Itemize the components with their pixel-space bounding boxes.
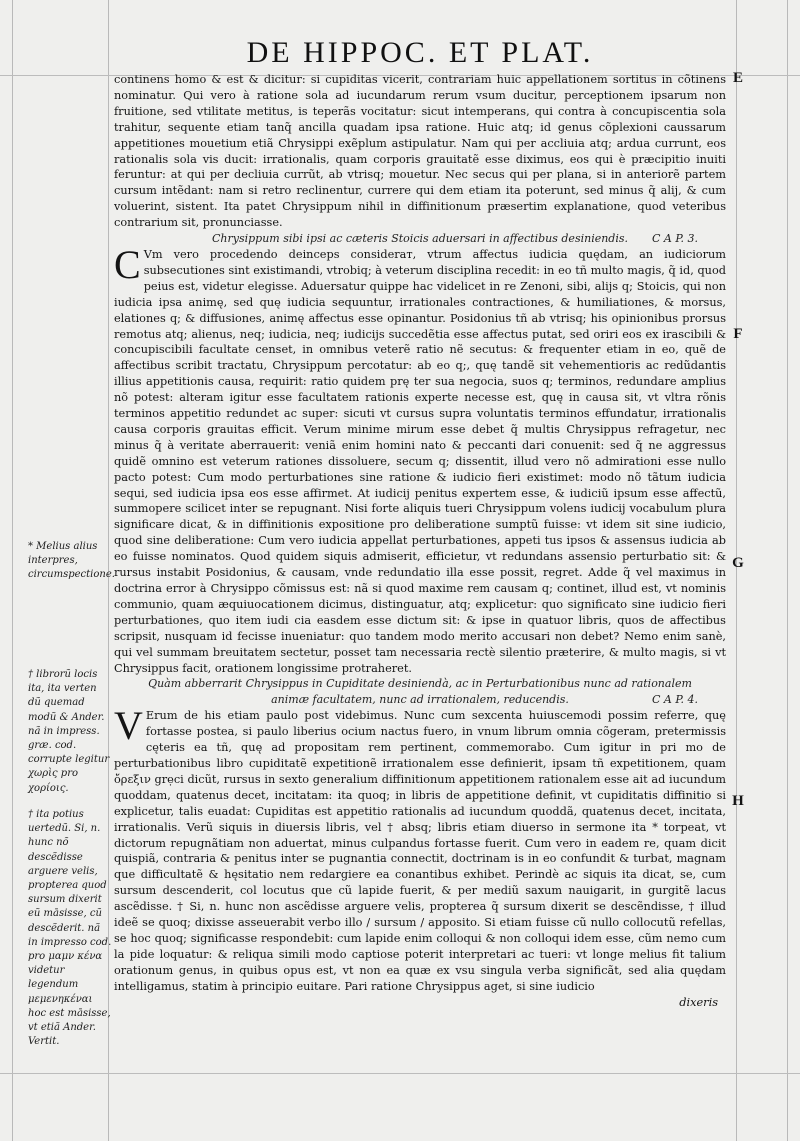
margin-letter-h: H (732, 793, 744, 809)
text-block-1: continens homo & est & dicitur: si cupiditas vicerit, contrariam huic appellationem sortitus in cõtinens nominatur. Qui vero à ratione sola ad iucundarum rerum vsum ducitur, perceptionem ipsarum non fruitione, sed vtilitate metitus, is teperãs vocitatur: sicut intemperans, qui contra à concupiscentia sola trahitur, sequente etiam tanq̃ ancilla quadam ipsa ratione. Huic atq; id genus cõplexioni caussarum appetitiones mouetium etiã Chrysippi exẽplum astipulatur. Nam qui per accliuia atq; ardua currunt, eos rationalis sola vis ducit: irrationalis, quam corporis grauitatẽ esse diximus, eos qui è præcipitio inuiti feruntur: at qui per decliuia currũt, ab vtrisq; mouetur. Nec secus qui per plana, si in anteriorẽ partem cursum intẽdant: nam si retro reclinentur, currere qui dem etiam ita poterunt, sed minus q̃ alij, & cum voluerint, sistent. Ita patet Chrysippum nihil in diffinitionum præsertim explanatione, quod veteribus contrarium sit, pronunciasse. (114, 73, 726, 230)
margin-letter-e: E (732, 70, 743, 86)
chapter-3-number: C A P. 3. (651, 232, 698, 246)
running-header: DE HIPPOC. ET PLAT. (246, 36, 594, 69)
margin-letter-g: G (732, 555, 744, 571)
chapter-4-number: C A P. 4. (651, 693, 698, 707)
main-text-column (114, 72, 726, 1010)
text-block-3 (114, 703, 726, 994)
chapter-4-title-line-1: Quàm abberrarit Chrysippus in Cupiditate desiniendà, ac in Perturbationibus nunc ad rationalem (148, 677, 692, 691)
scan-frame-line-left (12, 0, 13, 1141)
text-block-2 (114, 241, 726, 676)
margin-letter-f: F (733, 326, 743, 342)
drop-cap-c: C (114, 241, 141, 287)
chapter-4-title-line-2: animæ facultatem, nunc ad irrationalem, reducendis. (271, 693, 569, 707)
scan-frame-line-bottom (0, 1073, 800, 1074)
chapter-4-heading (114, 676, 726, 708)
margin-note-2-text: † librorũ locis ita, ita verten dũ quemad modũ & Ander. nã in impress. græ. cod. corrupte legitur χωρὶς pro χορίοις. (28, 669, 110, 794)
margin-note-2 (28, 668, 112, 796)
margin-note-3-text: † ita potius uertedũ. Si, n. hunc nõ descẽdisse arguere velis, propterea quod sursum dixerit eũ māsisse, cũ descẽderit. nã in impresso cod. pro μαμν κένα videtur legendum μεμενηκέναι hoc est māsisse, vt etiã Ander. Vertit. (28, 809, 112, 1048)
margin-note-1-text: * Melius alius interpres, circumspectione. (28, 541, 115, 581)
catchword: dixeris (679, 995, 718, 1009)
drop-cap-v: V (114, 703, 143, 749)
chapter-3-title: Chrysippum sibi ipsi ac cæteris Stoicis aduersari in affectibus desiniendis. (211, 232, 629, 246)
margin-note-1 (28, 540, 115, 583)
text-block-3-body: Erum de his etiam paulo post videbimus. Nunc cum sexcenta huiuscemodi possim referre, quę fortasse postea, si paulo liberius ocium nactus fuero, in vnum librum omnia cõgeram, pretermissis cęteris ea tñ, quę ad propositam rem pertinent, commemorabo. Cum igitur in pri mo de perturbationibus libro cupiditatẽ expetitionẽ irrationalem esse definierit, ipsam tñ expetitionem, quam ὄρεξιν grẹci dicũt, rursus in sexto generalium diffinitionum appetitionem rationalem esse ait ad iucundum quoddam, quatenus decet, incitatam: ita quoq; in libris de appetitione definit, vt cupiditatis diffinitio si explicetur, talis euadat: Cupiditas est appetitio rationalis ad iucundum quoddã, quatenus decet, incitata, irrationalis. Verũ siquis in diuersis libris, vel † absq; libris etiam diuerso in sermone ita * torpeat, vt dictorum repugnãtiam non aduertat, minus culpandus fortasse fuerit. Cum vero in eadem re, quam dicit quispiã, contraria & penitus inter se pugnantia connectit, doctrinam is in eo confundit & turbat, magnam que difficultatẽ & hęsitatio nem redargiere ea conantibus exhibet. Perindè ac siquis ita dicat, se, cum sursum descenderit, col locutus que cũ lapide fuerit, & per mediũ saxum nauigarit, in gurgitẽ lacus ascẽdisse. † Si, n. hunc non ascẽdisse arguere velis, propterea q̃ sursum dixerit se descẽndisse, † illud ideẽ se quoq; dixisse asseuerabit verbo illo / sursum / apposito. Si etiam fuisse cũ nullo collocutũ refellas, se hoc quoq; significasse respondebit: cum lapide enim colloqui & non colloqui idem esse, cũm nemo cum la pide loquatur: & reliqua simili modo captiose poterit interpretari ac tueri: vt longe melius fit talium orationum genus, in quibus opus est, vt non ea quæ ex vsu singula verba significãt, sed alia quędam intelligamus, statim à principio euitare. Pari ratione Chrysippus aget, si sine iudicio (114, 709, 726, 993)
chapter-3-heading (114, 231, 726, 247)
text-block-2-body: Vm vero procedendo deinceps consideraт, vtrum affectus iudicia quędam, an iudiciorum subsecutiones sint existimandi, vtrobiq; à veterum disciplina recedit: in eo tñ multo magis, q̃ id, quod peius est, videtur elegisse. Aduersatur quippe hac videlicet in re Zenoni, sibi, alijs q; Stoicis, qui non iudicia ipsa animę, sed quę iudicia sequuntur, irrationales contractiones, & humiliationes, & morsus, elationes q; & diffusiones, animę affectus esse opinantur. Posidonius tñ ab vtrisq; his opinionibus prorsus remotus atq; alienus, neq; iudicia, neq; iudicijs succedẽtia esse affectus putat, sed oriri eos ex irascibili & concupiscibili facultate censet, in omnibus veterẽ ratio nẽ secutus: & frequenter etiam in eo, quẽ de affectibus scribit tractatu, Chrysippum percotatur: ab eo q;, quę tandẽ sit vehementioris ac redũdantis illius appetitionis causa, requirit: ratio quidem prę ter sua negocia, suos q; terminos, redundare amplius nõ potest: alteram igitur esse facultatem rationis experte necesse est, quę in causa sit, vt vltra rõnis terminos appetitio redundet ac super: sicuti vt cursus supra voluntatis terminos effundatur, irrationalis causa corporis grauitas efficit. Verum minime mirum esse debet q̃ multis Chrysippus refragetur, nec minus q̃ à veritate aberrauerit: veniã enim homini nato & peccanti dari conuenit: sed q̃ ne aggressus quidẽ omnino est veterum rationes dissoluere, secum q; dissentit, illud vero nõ admirationi esse nullo pacto potest: Cum modo perturbationes sine ratione & iudicio fieri existimet: modo nõ tãtum iudicia sequi, sed iudicia ipsa eos esse affirmet. At iudicij penitus expertem esse, & iudiciũ ipsum esse affectũ, summopere scilicet inter se repugnant. Nisi forte aliquis tueri Chrysippum volens iudicij vocabulum plura significare dicat, & in diffinitionis expositione pro deliberatione sumptũ fuisse: vt idem sit sine iudicio, quod sine deliberatione: Cum vero iudicia appellat perturbationes, appeti tus ipsos & assensus iudicia ab eo fuisse nominatos. Quod quidem siquis admiserit, efficietur, vt redundans assensio perturbatio sit: & rursus instabit Posidonius, & causam, vnde redundatio illa esse possit, regret. Adde q̃ vel maximus in doctrina error à Chrysippo cõmissus est: nã si quod maxime rem causam q; continet, illud est, vt nominis communio, quam æquiuocationem dicimus, distinguatur, atq; explicetur: quo significato sine iudicio fieri perturbationes, quo item iudi cia easdem esse dictum sit: & ipse in quatuor libris, quos de affectibus scripsit, nusquam id fecisse inueniatur: quo tandem modo merito accusari non debet? Nemo enim sanè, qui vel summam breuitatem sectetur, posset tam necessaria rectè silentio præterire, & multo magis, si vt Chrysippus facit, orationem longissime protraheret. (114, 247, 726, 675)
scan-frame-line-right (787, 0, 788, 1141)
margin-note-3 (28, 808, 112, 1049)
